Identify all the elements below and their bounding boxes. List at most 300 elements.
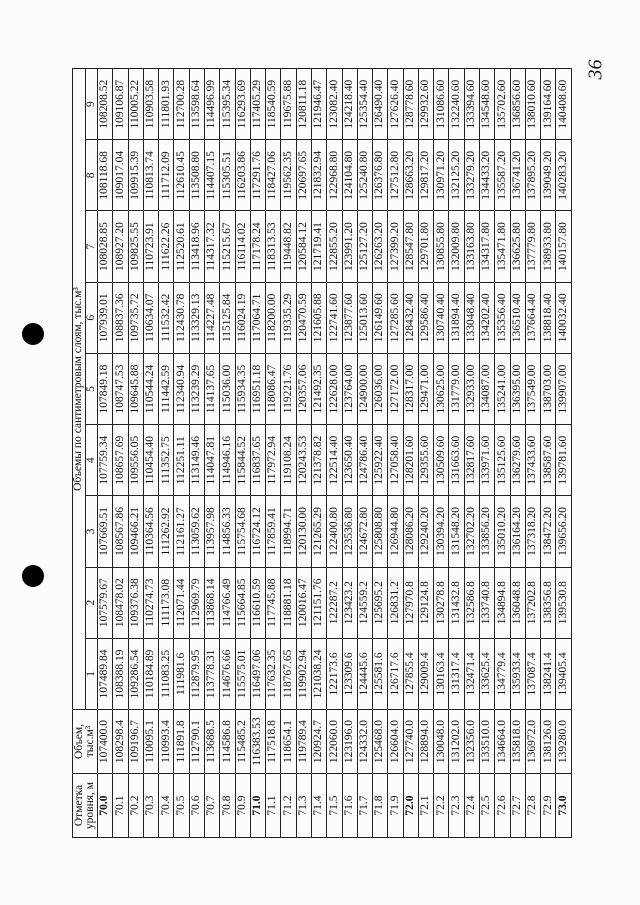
- layer-volume-cell: 126036.00: [373, 353, 388, 424]
- layer-volume-cell: 136856.60: [510, 69, 525, 140]
- layer-volume-cell: 118427.06: [266, 140, 281, 211]
- level-cell: 70.2: [128, 774, 143, 838]
- layer-volume-cell: 118540.59: [266, 69, 281, 140]
- volume-cell: 116383.53: [250, 710, 265, 774]
- layer-volume-cell: 120130.00: [296, 496, 311, 567]
- layer-volume-cell: 108927.20: [113, 211, 128, 282]
- level-cell: 72.2: [434, 774, 449, 838]
- layer-volume-cell: 123082.40: [327, 69, 342, 140]
- level-cell: 70.1: [113, 774, 128, 838]
- layer-volume-cell: 124104.80: [342, 140, 357, 211]
- layer-volume-cell: 130394.20: [434, 496, 449, 567]
- volume-cell: 108298.4: [113, 710, 128, 774]
- layer-volume-cell: 127285.60: [388, 282, 403, 353]
- layer-volume-cell: 118086.47: [266, 353, 281, 424]
- layer-volume-cell: 132586.8: [464, 567, 479, 638]
- layer-volume-cell: 115215.67: [220, 211, 235, 282]
- level-cell: 70.5: [174, 774, 189, 838]
- layer-volume-cell: 111262.92: [159, 496, 174, 567]
- volume-cell: 131202.0: [449, 710, 464, 774]
- layer-volume-cell: 140032.40: [556, 282, 572, 353]
- table-row: [418, 69, 433, 838]
- layer-volume-cell: 133048.40: [464, 282, 479, 353]
- level-cell: 70.9: [235, 774, 250, 838]
- table-row: [464, 69, 479, 838]
- volume-cell: 114586.8: [220, 710, 235, 774]
- layer-volume-cell: 131317.4: [449, 638, 464, 709]
- table-row: [235, 69, 250, 838]
- volume-cell: 125468.0: [373, 710, 388, 774]
- layer-volume-cell: 117972.94: [266, 425, 281, 496]
- layer-volume-cell: 116024.19: [235, 282, 250, 353]
- layer-volume-cell: 110634.07: [143, 282, 158, 353]
- layer-volume-cell: 114047.81: [204, 425, 219, 496]
- layer-volume-cell: 132817.60: [464, 425, 479, 496]
- level-cell: 72.7: [510, 774, 525, 838]
- layer-volume-cell: 114766.49: [220, 567, 235, 638]
- table-row: [128, 69, 143, 838]
- layer-volume-cell: 109376.38: [128, 567, 143, 638]
- layer-volume-cell: 137779.80: [525, 211, 540, 282]
- layer-volume-cell: 139530.8: [556, 567, 572, 638]
- layer-volume-cell: 110903.58: [143, 69, 158, 140]
- layer-volume-cell: 121605.88: [311, 282, 326, 353]
- layer-volume-cell: 136164.20: [510, 496, 525, 567]
- layer-volume-cell: 114496.99: [204, 69, 219, 140]
- layer-volume-cell: 123309.6: [342, 638, 357, 709]
- layer-volume-cell: 115036.00: [220, 353, 235, 424]
- layer-volume-cell: 134894.8: [495, 567, 510, 638]
- layer-volume-cell: 129932.60: [418, 69, 433, 140]
- layer-volume-cell: 109106.87: [113, 69, 128, 140]
- layer-volume-cell: 130855.80: [434, 211, 449, 282]
- volume-cell: 135818.0: [510, 710, 525, 774]
- layer-volume-cell: 110184.89: [143, 638, 158, 709]
- layer-volume-cell: 115395.34: [220, 69, 235, 140]
- volume-cell: 122060.0: [327, 710, 342, 774]
- layer-volume-cell: 127512.80: [388, 140, 403, 211]
- table-row: [189, 69, 204, 838]
- layer-volume-cell: 134433.20: [480, 140, 495, 211]
- header-subcolumn: 7: [85, 211, 98, 282]
- layer-volume-cell: 122514.40: [327, 425, 342, 496]
- layer-volume-cell: 109466.21: [128, 496, 143, 567]
- layer-volume-cell: 114856.33: [220, 496, 235, 567]
- layer-volume-cell: 119221.76: [281, 353, 296, 424]
- layer-volume-cell: 116114.02: [235, 211, 250, 282]
- layer-volume-cell: 112430.78: [174, 282, 189, 353]
- layer-volume-cell: 114676.66: [220, 638, 235, 709]
- layer-volume-cell: 139164.60: [541, 69, 556, 140]
- level-cell: 70.6: [189, 774, 204, 838]
- layer-volume-cell: 110544.24: [143, 353, 158, 424]
- layer-volume-cell: 115305.51: [220, 140, 235, 211]
- layer-volume-cell: 130740.40: [434, 282, 449, 353]
- layer-volume-cell: 136279.60: [510, 425, 525, 496]
- layer-volume-cell: 127970.8: [403, 567, 418, 638]
- layer-volume-cell: 119675.88: [281, 69, 296, 140]
- layer-volume-cell: 138356.8: [541, 567, 556, 638]
- table-row: [204, 69, 219, 838]
- layer-volume-cell: 120811.18: [296, 69, 311, 140]
- layer-volume-cell: 124900.00: [357, 353, 372, 424]
- layer-volume-cell: 129586.40: [418, 282, 433, 353]
- layer-volume-cell: 112969.79: [189, 567, 204, 638]
- table-row: [525, 69, 540, 838]
- volume-cell: 123196.0: [342, 710, 357, 774]
- layer-volume-cell: 132009.80: [449, 211, 464, 282]
- volume-cell: 127740.0: [403, 710, 418, 774]
- layer-volume-cell: 125581.6: [373, 638, 388, 709]
- layer-volume-cell: 115575.01: [235, 638, 250, 709]
- layer-volume-cell: 130163.4: [434, 638, 449, 709]
- layer-volume-cell: 118994.71: [281, 496, 296, 567]
- layer-volume-cell: 123877.60: [342, 282, 357, 353]
- layer-volume-cell: 124218.40: [342, 69, 357, 140]
- layer-volume-cell: 113059.62: [189, 496, 204, 567]
- volume-cell: 109196.7: [128, 710, 143, 774]
- level-cell: 72.5: [480, 774, 495, 838]
- layer-volume-cell: 133163.80: [464, 211, 479, 282]
- layer-volume-cell: 130971.20: [434, 140, 449, 211]
- layer-volume-cell: 108478.02: [113, 567, 128, 638]
- layer-volume-cell: 123536.80: [342, 496, 357, 567]
- layer-volume-cell: 133740.8: [480, 567, 495, 638]
- layer-volume-cell: 119335.29: [281, 282, 296, 353]
- layer-volume-cell: 117405.29: [250, 69, 265, 140]
- layer-volume-cell: 124445.6: [357, 638, 372, 709]
- layer-volume-cell: 131548.20: [449, 496, 464, 567]
- layer-volume-cell: 117064.71: [250, 282, 265, 353]
- layer-volume-cell: 117291.76: [250, 140, 265, 211]
- layer-volume-cell: 133394.60: [464, 69, 479, 140]
- layer-volume-cell: 134548.60: [480, 69, 495, 140]
- layer-volume-cell: 108657.69: [113, 425, 128, 496]
- layer-volume-cell: 134317.80: [480, 211, 495, 282]
- layer-volume-cell: 128663.20: [403, 140, 418, 211]
- layer-volume-cell: 125013.60: [357, 282, 372, 353]
- header-group-title: Объемы по сантиметровым слоям, тыс.м³: [73, 69, 86, 710]
- layer-volume-cell: 114407.15: [204, 140, 219, 211]
- layer-volume-cell: 108388.19: [113, 638, 128, 709]
- layer-volume-cell: 133279.20: [464, 140, 479, 211]
- header-subcolumn: 1: [85, 638, 98, 709]
- layer-volume-cell: 121378.82: [311, 425, 326, 496]
- volume-cell: 111891.8: [174, 710, 189, 774]
- layer-volume-cell: 123423.2: [342, 567, 357, 638]
- layer-volume-cell: 121946.47: [311, 69, 326, 140]
- volume-cell: 134664.0: [495, 710, 510, 774]
- layer-volume-cell: 136625.80: [510, 211, 525, 282]
- layer-volume-cell: 122287.2: [327, 567, 342, 638]
- layer-volume-cell: 132240.60: [449, 69, 464, 140]
- layer-volume-cell: 138703.00: [541, 353, 556, 424]
- layer-volume-cell: 120697.65: [296, 140, 311, 211]
- layer-volume-cell: 116203.86: [235, 140, 250, 211]
- layer-volume-cell: 108567.86: [113, 496, 128, 567]
- layer-volume-cell: 135241.00: [495, 353, 510, 424]
- volume-cell: 113688.5: [204, 710, 219, 774]
- layer-volume-cell: 129009.4: [418, 638, 433, 709]
- layer-volume-cell: 139049.20: [541, 140, 556, 211]
- layer-volume-cell: 138587.60: [541, 425, 556, 496]
- layer-volume-cell: 109735.72: [128, 282, 143, 353]
- table-row: [220, 69, 235, 838]
- layer-volume-cell: 136741.20: [510, 140, 525, 211]
- layer-volume-cell: 124559.2: [357, 567, 372, 638]
- volume-cell: 110095.1: [143, 710, 158, 774]
- layer-volume-cell: 111981.6: [174, 638, 189, 709]
- level-cell: 71.7: [357, 774, 372, 838]
- layer-volume-cell: 112610.45: [174, 140, 189, 211]
- layer-volume-cell: 133625.4: [480, 638, 495, 709]
- layer-volume-cell: 111532.42: [159, 282, 174, 353]
- layer-volume-cell: 119902.94: [296, 638, 311, 709]
- layer-volume-cell: 138472.20: [541, 496, 556, 567]
- layer-volume-cell: 118881.18: [281, 567, 296, 638]
- layer-volume-cell: 109825.55: [128, 211, 143, 282]
- layer-volume-cell: 120357.06: [296, 353, 311, 424]
- layer-volume-cell: 126717.6: [388, 638, 403, 709]
- table-row: [311, 69, 326, 838]
- layer-volume-cell: 135587.20: [495, 140, 510, 211]
- layer-volume-cell: 140283.20: [556, 140, 572, 211]
- layer-volume-cell: 120016.47: [296, 567, 311, 638]
- layer-volume-cell: 122628.00: [327, 353, 342, 424]
- level-cell: 72.1: [418, 774, 433, 838]
- table-row: [266, 69, 281, 838]
- layer-volume-cell: 118200.00: [266, 282, 281, 353]
- table-row: [449, 69, 464, 838]
- layer-volume-cell: 124786.40: [357, 425, 372, 496]
- punch-hole-top: [22, 323, 44, 345]
- header-subcolumn: 9: [85, 69, 98, 140]
- layer-volume-cell: 110813.74: [143, 140, 158, 211]
- layer-volume-cell: 129124.8: [418, 567, 433, 638]
- volume-cell: 118654.1: [281, 710, 296, 774]
- layer-volume-cell: 118313.53: [266, 211, 281, 282]
- level-cell: 71.1: [266, 774, 281, 838]
- layer-volume-cell: 122855.20: [327, 211, 342, 282]
- layer-volume-cell: 119108.24: [281, 425, 296, 496]
- layer-volume-cell: 140157.80: [556, 211, 572, 282]
- layer-volume-cell: 139405.4: [556, 638, 572, 709]
- layer-volume-cell: 137202.8: [525, 567, 540, 638]
- table-row: [434, 69, 449, 838]
- layer-volume-cell: 136048.8: [510, 567, 525, 638]
- layer-volume-cell: 137549.00: [525, 353, 540, 424]
- layer-volume-cell: 109645.88: [128, 353, 143, 424]
- layer-volume-cell: 121719.41: [311, 211, 326, 282]
- layer-volume-cell: 113329.13: [189, 282, 204, 353]
- layer-volume-cell: 113239.29: [189, 353, 204, 424]
- layer-volume-cell: 120584.12: [296, 211, 311, 282]
- layer-volume-cell: 137895.20: [525, 140, 540, 211]
- table-row: [159, 69, 174, 838]
- level-cell: 71.9: [388, 774, 403, 838]
- layer-volume-cell: 115844.52: [235, 425, 250, 496]
- layer-volume-cell: 115125.84: [220, 282, 235, 353]
- header-subcolumn: 2: [85, 567, 98, 638]
- volume-cell: 130048.0: [434, 710, 449, 774]
- header-subcolumn: 3: [85, 496, 98, 567]
- layer-volume-cell: 110454.40: [143, 425, 158, 496]
- layer-volume-cell: 110005.22: [128, 69, 143, 140]
- level-cell: 72.3: [449, 774, 464, 838]
- layer-volume-cell: 136510.40: [510, 282, 525, 353]
- layer-volume-cell: 109017.04: [113, 140, 128, 211]
- layer-volume-cell: 107579.67: [98, 567, 113, 638]
- layer-volume-cell: 130625.00: [434, 353, 449, 424]
- volume-cell: 132356.0: [464, 710, 479, 774]
- layer-volume-cell: 137664.40: [525, 282, 540, 353]
- layer-volume-cell: 116293.69: [235, 69, 250, 140]
- layer-volume-cell: 115934.35: [235, 353, 250, 424]
- layer-volume-cell: 116497.06: [250, 638, 265, 709]
- table-row: [556, 69, 572, 838]
- layer-volume-cell: 128086.20: [403, 496, 418, 567]
- layer-volume-cell: 131432.8: [449, 567, 464, 638]
- layer-volume-cell: 114946.16: [220, 425, 235, 496]
- layer-volume-cell: 122173.6: [327, 638, 342, 709]
- table-row: [510, 69, 525, 838]
- level-cell: 71.5: [327, 774, 342, 838]
- layer-volume-cell: 117859.41: [266, 496, 281, 567]
- layer-volume-cell: 137087.4: [525, 638, 540, 709]
- header-subcolumn: 5: [85, 353, 98, 424]
- layer-volume-cell: 128432.40: [403, 282, 418, 353]
- layer-volume-cell: 125354.40: [357, 69, 372, 140]
- layer-volume-cell: 112520.61: [174, 211, 189, 282]
- layer-volume-cell: 131663.60: [449, 425, 464, 496]
- layer-volume-cell: 113598.64: [189, 69, 204, 140]
- layer-volume-cell: 125808.80: [373, 496, 388, 567]
- layer-volume-cell: 109915.39: [128, 140, 143, 211]
- layer-volume-cell: 134779.4: [495, 638, 510, 709]
- table-row: [143, 69, 158, 838]
- layer-volume-cell: 109286.54: [128, 638, 143, 709]
- layer-volume-cell: 125240.80: [357, 140, 372, 211]
- table-row: [495, 69, 510, 838]
- layer-volume-cell: 132702.20: [464, 496, 479, 567]
- layer-volume-cell: 111352.75: [159, 425, 174, 496]
- layer-volume-cell: 113149.46: [189, 425, 204, 496]
- layer-volume-cell: 126149.60: [373, 282, 388, 353]
- layer-volume-cell: 124672.80: [357, 496, 372, 567]
- layer-volume-cell: 112161.27: [174, 496, 189, 567]
- layer-volume-cell: 125695.2: [373, 567, 388, 638]
- volume-cell: 117518.8: [266, 710, 281, 774]
- layer-volume-cell: 127626.40: [388, 69, 403, 140]
- table-body: [98, 69, 572, 838]
- layer-volume-cell: 112340.94: [174, 353, 189, 424]
- layer-volume-cell: 111173.08: [159, 567, 174, 638]
- level-cell: 71.3: [296, 774, 311, 838]
- layer-volume-cell: 108118.68: [98, 140, 113, 211]
- layer-volume-cell: 129355.60: [418, 425, 433, 496]
- layer-volume-cell: 132125.20: [449, 140, 464, 211]
- layer-volume-cell: 129471.00: [418, 353, 433, 424]
- layer-volume-cell: 113868.14: [204, 567, 219, 638]
- level-cell: 70.7: [204, 774, 219, 838]
- layer-volume-cell: 128201.60: [403, 425, 418, 496]
- layer-volume-cell: 111442.59: [159, 353, 174, 424]
- layer-volume-cell: 112879.95: [189, 638, 204, 709]
- header-level: Отметка уровня, м: [73, 774, 98, 838]
- table-row: [342, 69, 357, 838]
- volume-cell: 139280.0: [556, 710, 572, 774]
- layer-volume-cell: 125922.40: [373, 425, 388, 496]
- level-cell: 71.8: [373, 774, 388, 838]
- layer-volume-cell: 130509.60: [434, 425, 449, 496]
- layer-volume-cell: 139907.00: [556, 353, 572, 424]
- layer-volume-cell: 131894.40: [449, 282, 464, 353]
- layer-volume-cell: 133971.60: [480, 425, 495, 496]
- layer-volume-cell: 121492.35: [311, 353, 326, 424]
- layer-volume-cell: 125127.20: [357, 211, 372, 282]
- layer-volume-cell: 107939.01: [98, 282, 113, 353]
- layer-volume-cell: 107669.51: [98, 496, 113, 567]
- layer-volume-cell: 135356.40: [495, 282, 510, 353]
- layer-volume-cell: 122400.80: [327, 496, 342, 567]
- layer-volume-cell: 113778.31: [204, 638, 219, 709]
- layer-volume-cell: 117632.35: [266, 638, 281, 709]
- layer-volume-cell: 115664.85: [235, 567, 250, 638]
- volume-table: [72, 68, 572, 838]
- level-cell: 70.8: [220, 774, 235, 838]
- layer-volume-cell: 129240.20: [418, 496, 433, 567]
- layer-volume-cell: 127399.20: [388, 211, 403, 282]
- level-cell: 73.0: [556, 774, 572, 838]
- layer-volume-cell: 113418.96: [189, 211, 204, 282]
- layer-volume-cell: 123650.40: [342, 425, 357, 496]
- layer-volume-cell: 123991.20: [342, 211, 357, 282]
- layer-volume-cell: 107489.84: [98, 638, 113, 709]
- layer-volume-cell: 138933.80: [541, 211, 556, 282]
- layer-volume-cell: 133856.20: [480, 496, 495, 567]
- layer-volume-cell: 135010.20: [495, 496, 510, 567]
- volume-cell: 133510.0: [480, 710, 495, 774]
- layer-volume-cell: 113957.98: [204, 496, 219, 567]
- layer-volume-cell: 112251.11: [174, 425, 189, 496]
- layer-volume-cell: 118767.65: [281, 638, 296, 709]
- layer-volume-cell: 126490.40: [373, 69, 388, 140]
- volume-cell: 136972.0: [525, 710, 540, 774]
- layer-volume-cell: 126263.20: [373, 211, 388, 282]
- volume-cell: 124332.0: [357, 710, 372, 774]
- layer-volume-cell: 119562.35: [281, 140, 296, 211]
- layer-volume-cell: 135125.60: [495, 425, 510, 496]
- layer-volume-cell: 132471.4: [464, 638, 479, 709]
- layer-volume-cell: 120470.59: [296, 282, 311, 353]
- layer-volume-cell: 110274.73: [143, 567, 158, 638]
- layer-volume-cell: 126831.2: [388, 567, 403, 638]
- layer-volume-cell: 140408.60: [556, 69, 572, 140]
- layer-volume-cell: 116951.18: [250, 353, 265, 424]
- level-cell: 71.0: [250, 774, 265, 838]
- layer-volume-cell: 128778.60: [403, 69, 418, 140]
- table-row: [174, 69, 189, 838]
- layer-volume-cell: 121038.24: [311, 638, 326, 709]
- table-row: [327, 69, 342, 838]
- volume-cell: 107400.0: [98, 710, 113, 774]
- volume-cell: 110993.4: [159, 710, 174, 774]
- layer-volume-cell: 109556.05: [128, 425, 143, 496]
- volume-cell: 119789.4: [296, 710, 311, 774]
- layer-volume-cell: 127855.4: [403, 638, 418, 709]
- layer-volume-cell: 126944.80: [388, 496, 403, 567]
- layer-volume-cell: 121832.94: [311, 140, 326, 211]
